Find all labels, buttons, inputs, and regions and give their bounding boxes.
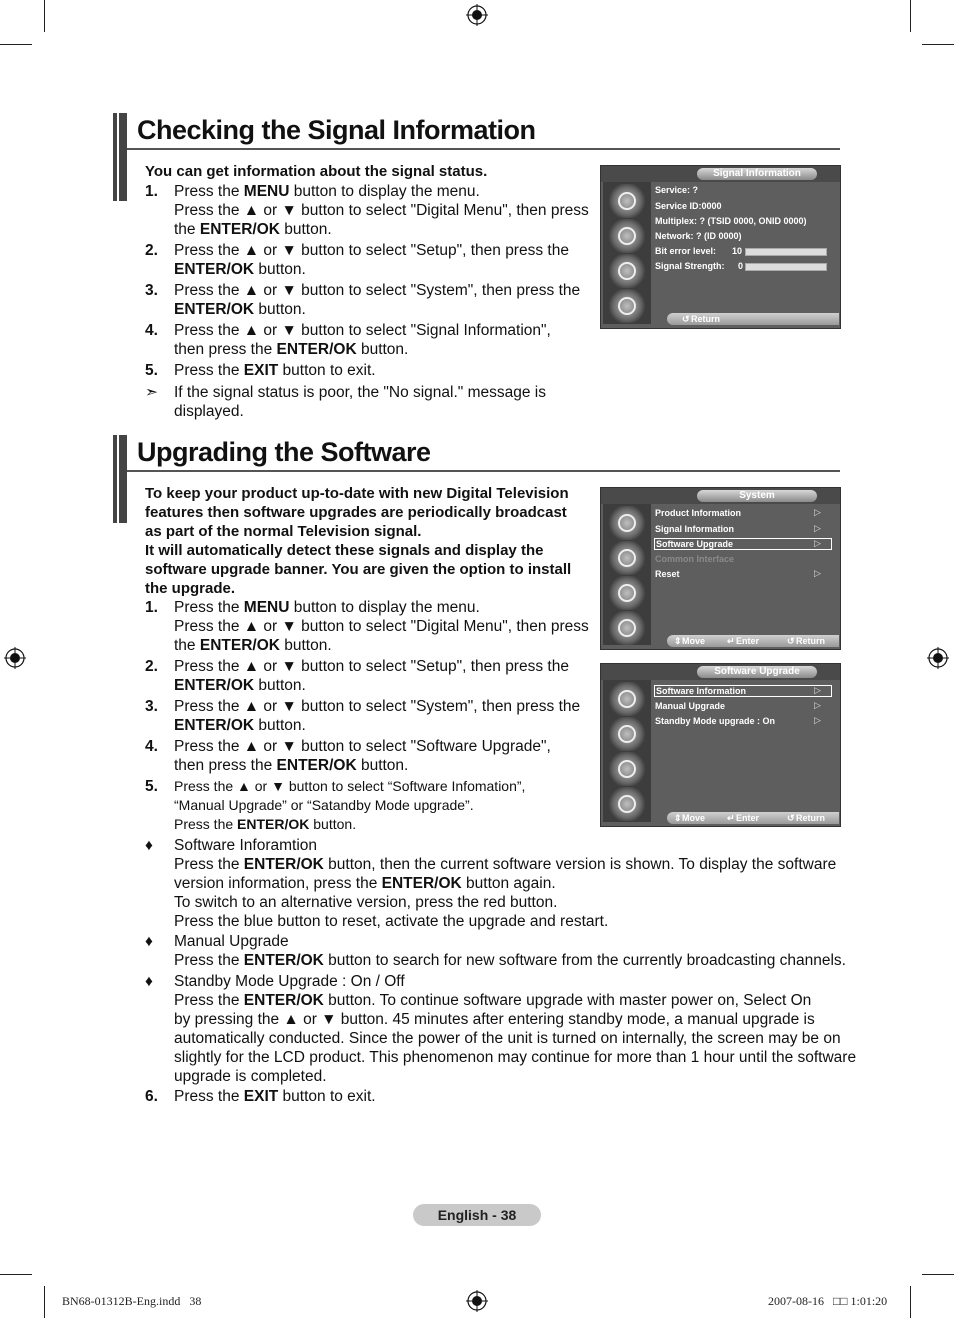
bullet-symbol: ➣ [145, 384, 158, 401]
ber-label: Bit error level: [655, 246, 717, 256]
return-label: Return [796, 636, 825, 646]
osd-title: System [697, 490, 817, 502]
text-line [174, 972, 856, 991]
text-line [174, 1087, 376, 1106]
return-label: Return [796, 813, 825, 823]
picture-menu-icon [609, 506, 645, 540]
text-run: To switch to an alternative version, press the red button. [174, 894, 558, 911]
osd-row: Service ID:0000 [655, 201, 722, 211]
intro-line: as part of the normal Television signal. [145, 523, 422, 540]
crop-mark [922, 1274, 954, 1275]
strength-bar [745, 263, 827, 271]
input-menu-icon [609, 611, 645, 645]
return-icon: ↺ [787, 636, 795, 646]
step-text [174, 1087, 376, 1106]
text-run: Software Inforamtion [174, 837, 318, 854]
osd-footer [667, 635, 839, 647]
text-run: Press the blue button to reset, activate the upgrade and restart. [174, 913, 609, 930]
step-text [174, 697, 580, 735]
chevron-right-icon: ▷ [814, 538, 821, 548]
key-name: ENTER/OK [243, 856, 324, 873]
text-run: Press the [174, 952, 244, 969]
key-name: EXIT [243, 362, 279, 379]
chevron-right-icon: ▷ [814, 715, 821, 725]
text-run: the [174, 637, 200, 654]
text-run: Press the [174, 856, 244, 873]
text-line [174, 383, 546, 402]
section-title-software: Upgrading the Software [137, 437, 431, 467]
crop-mark [910, 1286, 911, 1318]
section-bar [113, 435, 127, 523]
step-number: 1. [145, 599, 158, 616]
text-run: slightly for the LCD product. This phenomenon may continue for more than 1 hour until the software [174, 1049, 857, 1066]
setup-menu-icon [609, 254, 645, 288]
osd-menu-item[interactable]: Product Information [655, 508, 741, 518]
osd-menu-item-disabled: Common Interface [655, 554, 735, 564]
crop-mark [922, 44, 954, 45]
text-run: button to search for new software from the currently broadcasting channels. [323, 952, 846, 969]
input-menu-icon [609, 289, 645, 323]
text-line [174, 361, 376, 380]
text-line [174, 657, 569, 676]
enter-icon: ↵ [727, 636, 735, 646]
text-run: Press the ▲ or ▼ button to select "Digital Menu", then press [174, 618, 589, 635]
text-run: Press the ▲ or ▼ button to select "Signal Information", [174, 322, 551, 339]
return-icon: ↺ [787, 813, 795, 823]
intro-line: the upgrade. [145, 580, 236, 597]
key-name: ENTER/OK [243, 952, 324, 969]
text-line [174, 201, 589, 220]
text-run: version information, press the [174, 875, 382, 892]
key-name: EXIT [243, 1088, 279, 1105]
key-name: ENTER/OK [237, 816, 310, 832]
text-run: Press the ▲ or ▼ button to select “Software Infomation”, [174, 778, 526, 794]
input-menu-icon [609, 787, 645, 821]
text-line [174, 241, 569, 260]
text-line [174, 676, 569, 695]
text-run: button to display the menu. [289, 183, 480, 200]
step-number: 2. [145, 242, 158, 259]
text-line [174, 260, 569, 279]
bullet-symbol: ♦ [145, 837, 153, 854]
text-line [174, 598, 589, 617]
osd-row: Multiplex: ? (TSID 0000, ONID 0000) [655, 216, 807, 226]
key-name: ENTER/OK [174, 717, 255, 734]
registration-mark-icon [466, 4, 488, 26]
osd-signal-information [600, 165, 841, 329]
date-slug: 2007-08-16 □□ 1:01:20 [768, 1294, 888, 1308]
osd-icon-column [603, 182, 651, 324]
key-name: ENTER/OK [199, 637, 280, 654]
strength-label: Signal Strength: [655, 261, 725, 271]
strength-value: 0 [738, 261, 744, 271]
intro-line: software upgrade banner. You are given the option to install [145, 561, 572, 578]
text-run: Press the [174, 1088, 244, 1105]
osd-title: Software Upgrade [697, 666, 817, 678]
text-line [174, 815, 525, 834]
text-run: Press the ▲ or ▼ button to select "Software Upgrade", [174, 738, 551, 755]
text-line [174, 1010, 856, 1029]
text-run: button. [254, 717, 306, 734]
section-rule [127, 470, 840, 472]
osd-menu-item[interactable]: Standby Mode upgrade : On [655, 716, 776, 726]
text-line [174, 340, 551, 359]
osd-menu-item[interactable]: Signal Information [655, 524, 735, 534]
text-line [174, 796, 525, 815]
chevron-right-icon: ▷ [814, 685, 821, 695]
text-run: automatically conducted. Since the power of the unit is turned on internally, the screen may be on [174, 1030, 841, 1047]
text-line [174, 321, 551, 340]
text-run: Press the ▲ or ▼ button to select "System", then press the [174, 698, 581, 715]
osd-title: Signal Information [697, 168, 817, 180]
section-title-signal: Checking the Signal Information [137, 115, 536, 145]
registration-mark-icon [4, 647, 26, 669]
step-text [174, 182, 589, 239]
text-line [174, 716, 580, 735]
step-text [174, 281, 580, 319]
crop-mark [910, 0, 911, 32]
text-line [174, 874, 836, 893]
text-run: button. [309, 816, 357, 832]
registration-mark-icon [927, 647, 949, 669]
chevron-right-icon: ▷ [814, 700, 821, 710]
intro-line: features then software upgrades are periodically broadcast [145, 504, 567, 521]
return-icon: ↺ [682, 314, 690, 324]
text-line [174, 951, 846, 970]
osd-row: Service: ? [655, 185, 699, 195]
crop-mark [0, 44, 32, 45]
step-number: 2. [145, 658, 158, 675]
move-icon: ⇕ [674, 813, 682, 823]
text-line [174, 1029, 856, 1048]
move-icon: ⇕ [674, 636, 682, 646]
osd-menu-item[interactable]: Reset [655, 569, 680, 579]
key-name: ENTER/OK [276, 341, 357, 358]
text-line [174, 932, 846, 951]
osd-software-upgrade-menu [600, 663, 841, 827]
text-run: upgrade is completed. [174, 1068, 327, 1085]
bullet-symbol: ♦ [145, 973, 153, 990]
step-text [174, 737, 551, 775]
osd-footer [667, 313, 839, 325]
text-run: button. [356, 757, 409, 774]
setup-menu-icon [609, 576, 645, 610]
text-run: Standby Mode Upgrade : On / Off [174, 973, 405, 990]
key-name: ENTER/OK [276, 757, 357, 774]
text-run: Press the [174, 362, 244, 379]
bullet-symbol: ♦ [145, 933, 153, 950]
text-run: by pressing the ▲ or ▼ button. 45 minutes after entering standby mode, a manual upgrade is [174, 1011, 815, 1028]
text-run: button. To continue software upgrade with master power on, Select On [323, 992, 812, 1009]
setup-menu-icon [609, 752, 645, 786]
step-number: 3. [145, 282, 158, 299]
move-label: Move [682, 636, 706, 646]
step-text [174, 321, 551, 359]
text-run: button to display the menu. [289, 599, 480, 616]
enter-icon: ↵ [727, 813, 735, 823]
text-run: button. [279, 221, 332, 238]
osd-system-menu [600, 487, 841, 650]
text-run: Press the ▲ or ▼ button to select "System", then press the [174, 282, 581, 299]
step-text [174, 598, 589, 655]
text-line [174, 281, 580, 300]
text-run: “Manual Upgrade” or “Satandby Mode upgrade”. [174, 797, 474, 813]
step-text [174, 361, 376, 380]
osd-menu-item[interactable]: Manual Upgrade [655, 701, 726, 711]
page-number: English - 38 [413, 1204, 541, 1226]
text-line [174, 855, 836, 874]
enter-label: Enter [736, 813, 760, 823]
text-run: button to exit. [278, 362, 376, 379]
text-line [174, 893, 836, 912]
step-number: 5. [145, 362, 158, 379]
osd-footer [667, 812, 839, 824]
chevron-right-icon: ▷ [814, 568, 821, 578]
text-run: button. [254, 301, 306, 318]
text-run: button. [254, 677, 306, 694]
step-number: 6. [145, 1088, 158, 1105]
text-run: Press the ▲ or ▼ button to select "Setup", then press the [174, 658, 569, 675]
step-text [174, 836, 836, 931]
osd-icon-column [603, 504, 651, 645]
key-name: ENTER/OK [174, 677, 255, 694]
step-text [174, 932, 846, 970]
text-line [174, 617, 589, 636]
text-line [174, 737, 551, 756]
step-number: 4. [145, 738, 158, 755]
section-intro: You can get information about the signal status. [145, 163, 488, 180]
chevron-right-icon: ▷ [814, 523, 821, 533]
crop-mark [44, 1286, 45, 1318]
key-name: ENTER/OK [199, 221, 280, 238]
ber-value: 10 [732, 246, 743, 256]
text-run: Press the [174, 816, 238, 832]
text-line [174, 1067, 856, 1086]
return-label: Return [691, 314, 720, 324]
text-run: button. [279, 637, 332, 654]
text-run: Press the ▲ or ▼ button to select "Setup", then press the [174, 242, 569, 259]
text-run: then press the [174, 757, 277, 774]
text-run: the [174, 221, 200, 238]
text-run: button. [254, 261, 306, 278]
picture-menu-icon [609, 184, 645, 218]
text-run: then press the [174, 341, 277, 358]
step-text [174, 383, 546, 421]
sound-menu-icon [609, 717, 645, 751]
key-name: MENU [243, 183, 290, 200]
osd-menu-item-selected[interactable]: Software Information [654, 685, 832, 697]
chevron-right-icon: ▷ [814, 507, 821, 517]
picture-menu-icon [609, 682, 645, 716]
key-name: ENTER/OK [174, 261, 255, 278]
text-line [174, 220, 589, 239]
osd-icon-column [603, 680, 651, 822]
osd-menu-item-selected[interactable]: Software Upgrade [654, 538, 832, 550]
text-run: Manual Upgrade [174, 933, 289, 950]
text-run: button to exit. [278, 1088, 376, 1105]
move-label: Move [682, 813, 706, 823]
sound-menu-icon [609, 219, 645, 253]
text-run: Press the ▲ or ▼ button to select "Digital Menu", then press [174, 202, 589, 219]
enter-label: Enter [736, 636, 760, 646]
text-run: Press the [174, 599, 244, 616]
text-line [174, 182, 589, 201]
text-line [174, 636, 589, 655]
text-line [174, 912, 836, 931]
key-name: ENTER/OK [243, 992, 324, 1009]
text-run: button, then the current software version is shown. To display the software [323, 856, 837, 873]
text-line [174, 402, 546, 421]
text-run: button again. [461, 875, 556, 892]
step-number: 4. [145, 322, 158, 339]
step-number: 1. [145, 183, 158, 200]
registration-mark-icon [466, 1290, 488, 1312]
key-name: MENU [243, 599, 290, 616]
text-line [174, 777, 525, 796]
section-bar [113, 113, 127, 201]
osd-row: Network: ? (ID 0000) [655, 231, 742, 241]
text-line [174, 991, 856, 1010]
step-number: 5. [145, 778, 158, 795]
text-run: Press the [174, 183, 244, 200]
text-run: If the signal status is poor, the "No signal." message is [174, 384, 546, 401]
file-slug: BN68-01312B-Eng.indd 38 [62, 1294, 202, 1308]
step-text [174, 777, 525, 834]
step-text [174, 241, 569, 279]
step-number: 3. [145, 698, 158, 715]
step-text [174, 972, 856, 1086]
text-line [174, 836, 836, 855]
step-text [174, 657, 569, 695]
crop-mark [44, 0, 45, 32]
text-run: button. [356, 341, 409, 358]
text-line [174, 697, 580, 716]
intro-line: It will automatically detect these signals and display the [145, 542, 544, 559]
key-name: ENTER/OK [174, 301, 255, 318]
key-name: ENTER/OK [381, 875, 462, 892]
crop-mark [0, 1274, 32, 1275]
text-run: Press the [174, 992, 244, 1009]
section-rule [127, 148, 840, 150]
intro-line: To keep your product up-to-date with new Digital Television [145, 485, 569, 502]
ber-bar [745, 248, 827, 256]
text-line [174, 1048, 856, 1067]
text-line [174, 300, 580, 319]
sound-menu-icon [609, 541, 645, 575]
text-line [174, 756, 551, 775]
text-run: displayed. [174, 403, 244, 420]
